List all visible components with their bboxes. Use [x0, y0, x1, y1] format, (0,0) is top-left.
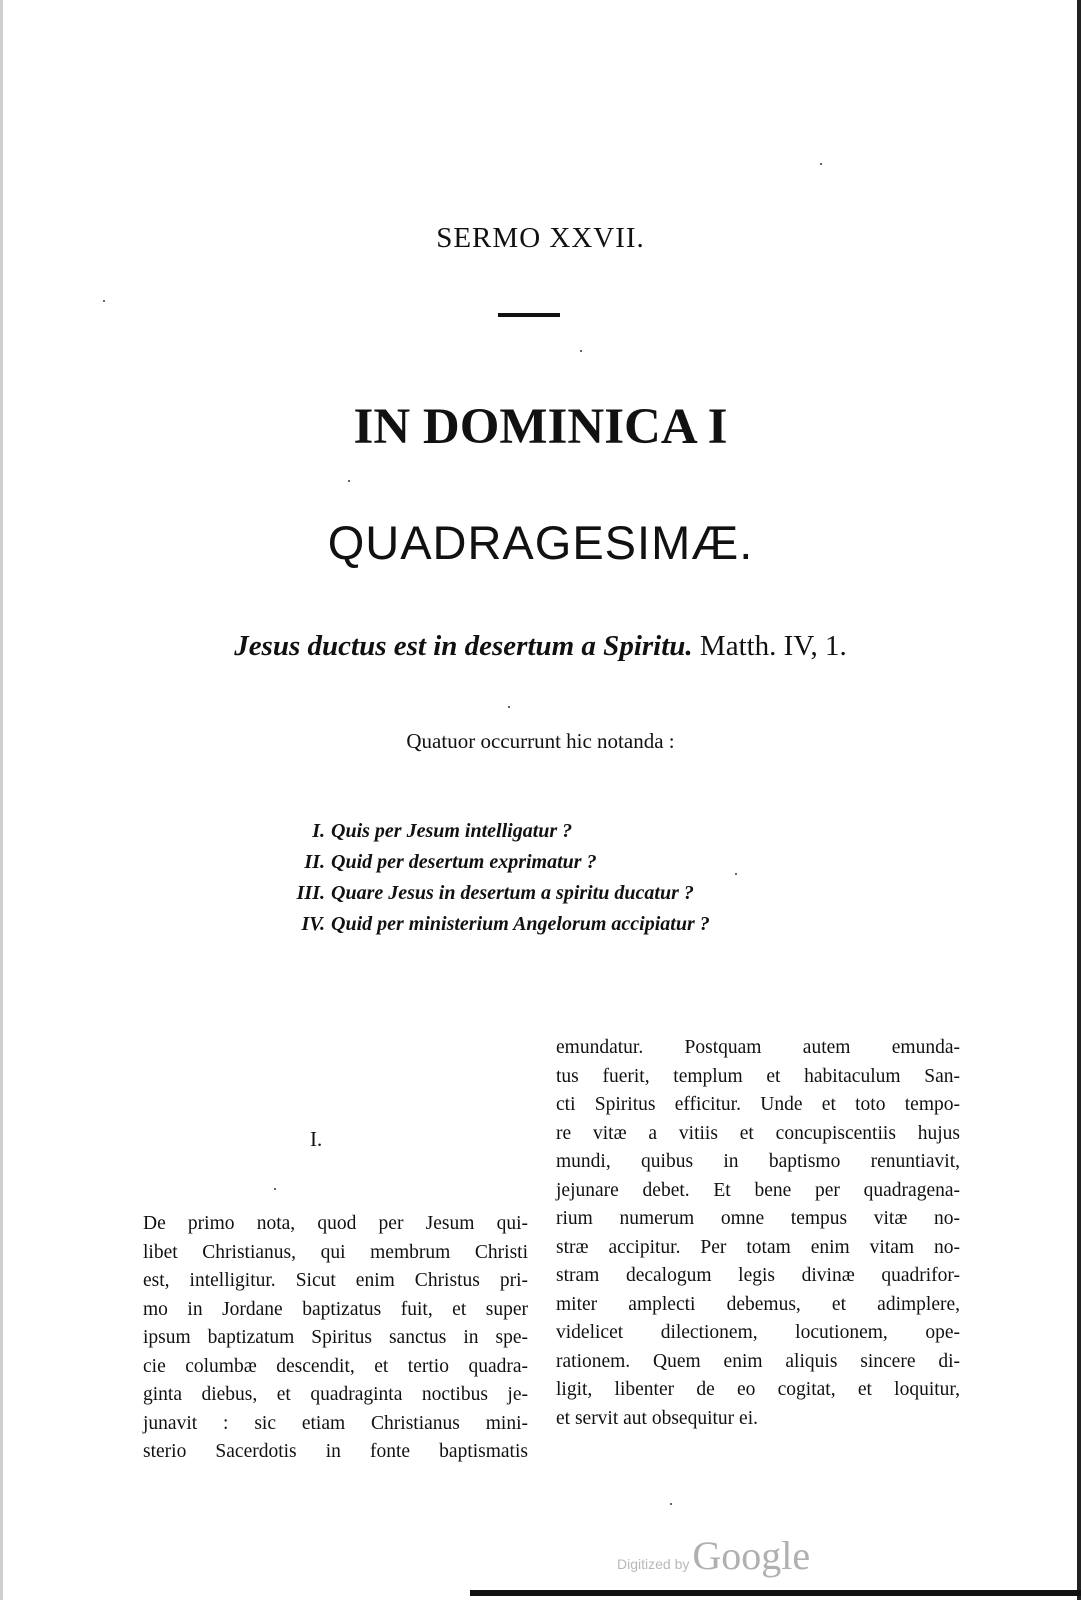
question-text: Quid per desertum exprimatur ? — [331, 851, 597, 873]
scan-speck — [508, 706, 510, 708]
scan-speck — [103, 300, 105, 302]
text-line: est, intelligitur. Sicut enim Christus pri- — [143, 1270, 528, 1291]
section-number: I. — [310, 1127, 323, 1151]
text-line: rium numerum omne tempus vitæ no- — [556, 1208, 960, 1229]
text-line: jejunare debet. Et bene per quadragena- — [556, 1179, 960, 1201]
text-line: junavit : sic etiam Christianus mini- — [143, 1412, 528, 1434]
question-text: Quis per Jesum intelligatur ? — [331, 820, 573, 842]
text-line: mo in Jordane baptizatus fuit, et super — [143, 1298, 528, 1320]
text-line: stram decalogum legis divinæ quadrifor- — [556, 1265, 960, 1286]
text-line: ipsum baptizatum Spiritus sanctus in spe- — [143, 1327, 528, 1348]
epigraph — [0, 630, 1081, 663]
epigraph-verse: Jesus ductus est in desertum a Spiritu. — [234, 630, 693, 662]
text-line: ligit, libenter de eo cogitat, et loquitur, — [556, 1379, 960, 1400]
text-line: cti Spiritus efficitur. Unde et toto tempo- — [556, 1094, 960, 1115]
text-line: miter amplecti debemus, et adimplere, — [556, 1293, 960, 1315]
question-number: III. — [296, 882, 325, 904]
question-number: II. — [304, 851, 325, 873]
title-divider — [498, 313, 560, 317]
scan-speck — [274, 1188, 276, 1190]
text-line: libet Christianus, qui membrum Christi — [143, 1241, 528, 1263]
text-line: sterio Sacerdotis in fonte baptismatis — [143, 1441, 528, 1462]
scan-edge-bottom — [470, 1590, 1081, 1596]
question-item — [250, 878, 870, 909]
question-text: Quare Jesus in desertum a spiritu ducatur ? — [331, 882, 694, 904]
epigraph-reference: Matth. IV, 1. — [699, 630, 847, 662]
title-line-1: IN DOMINICA I — [353, 399, 728, 455]
question-text: Quid per ministerium Angelorum accipiatur ? — [331, 913, 710, 935]
scan-speck — [348, 480, 350, 482]
text-line: ginta diebus, et quadraginta noctibus je- — [143, 1384, 528, 1405]
left-column-text — [143, 1210, 528, 1467]
question-item — [250, 816, 870, 847]
right-column-text — [556, 1034, 960, 1433]
google-logo: Google — [692, 1533, 811, 1578]
text-line: cie columbæ descendit, et tertio quadra- — [143, 1355, 528, 1377]
text-line: et servit aut obsequitur ei. — [556, 1407, 758, 1429]
question-number: I. — [312, 820, 325, 842]
scan-speck — [580, 350, 582, 352]
title-line-2: QUADRAGESIMÆ. — [327, 516, 754, 569]
watermark-prefix: Digitized by — [617, 1556, 690, 1572]
text-line: De primo nota, quod per Jesum qui- — [143, 1213, 528, 1234]
text-line: rationem. Quem enim aliquis sincere di- — [556, 1350, 960, 1372]
scan-speck — [670, 1503, 672, 1505]
text-line: re vitæ a vitiis et concupiscentiis hujus — [556, 1122, 960, 1144]
question-item — [250, 847, 870, 878]
digitized-watermark — [617, 1532, 810, 1579]
question-item — [250, 909, 870, 940]
scan-speck — [820, 163, 822, 165]
text-line: tus fuerit, templum et habitaculum San- — [556, 1065, 960, 1087]
sermon-number: SERMO XXVII. — [436, 222, 645, 254]
text-line: stræ accipitur. Per totam enim vitam no- — [556, 1236, 960, 1258]
question-number: IV. — [301, 913, 325, 935]
text-line: videlicet dilectionem, locutionem, ope- — [556, 1322, 960, 1343]
text-line: mundi, quibus in baptismo renuntiavit, — [556, 1151, 960, 1172]
intro-line: Quatuor occurrunt hic notanda : — [406, 729, 675, 753]
text-line: emundatur. Postquam autem emunda- — [556, 1037, 960, 1058]
question-list — [250, 816, 870, 940]
